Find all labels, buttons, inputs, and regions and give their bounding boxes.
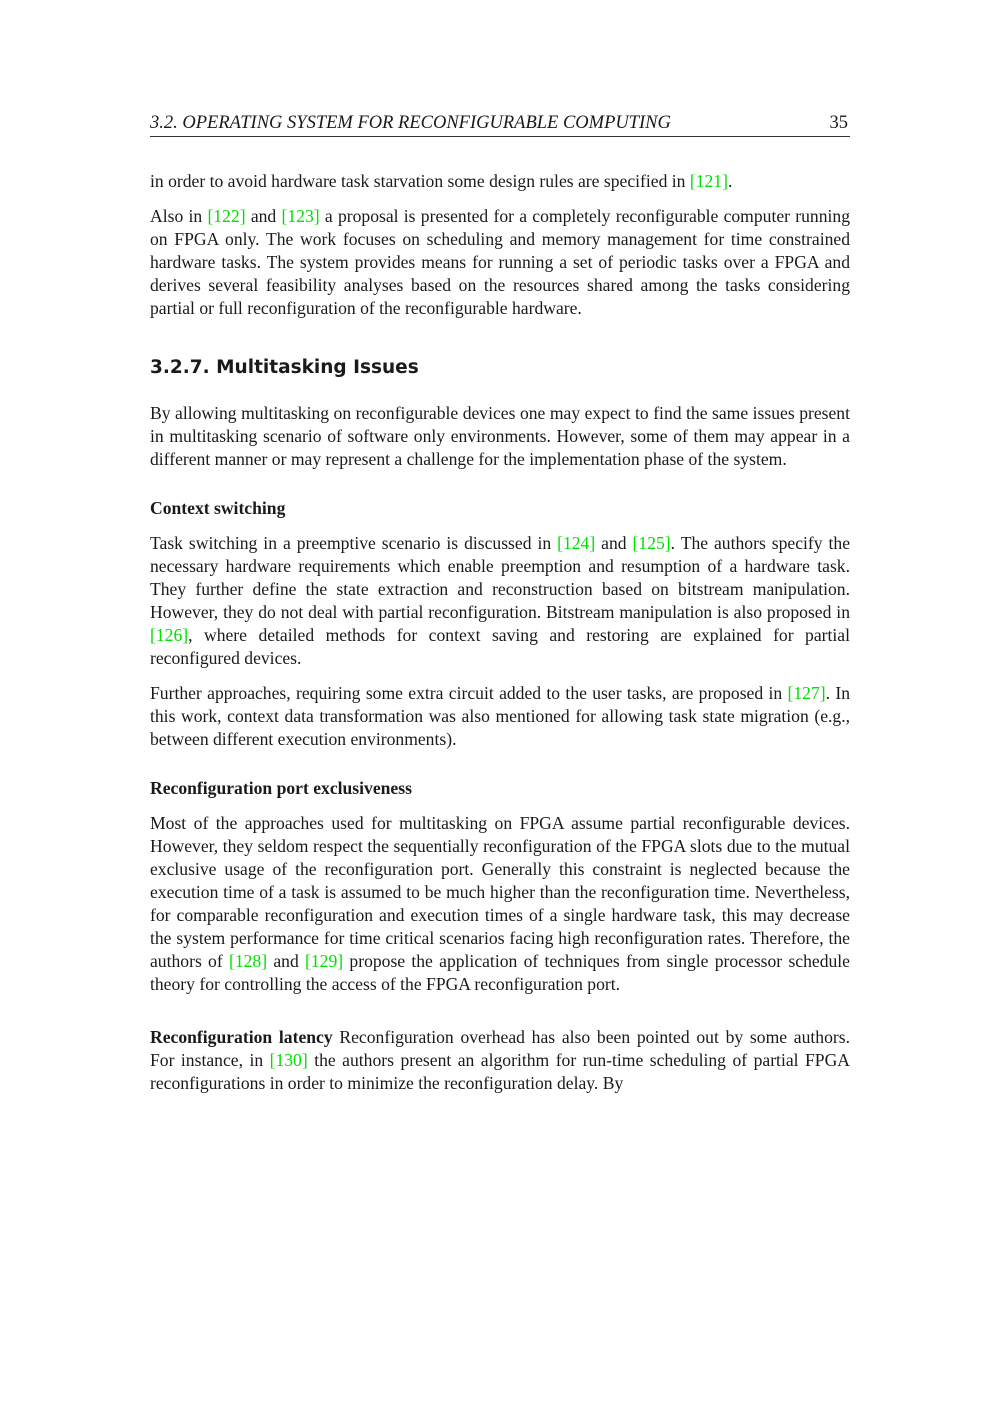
text-run: . bbox=[727, 171, 733, 191]
page-number: 35 bbox=[829, 113, 848, 133]
text-run: and bbox=[595, 533, 633, 553]
page-body bbox=[150, 170, 850, 1107]
paragraph-reconfigurable-computer bbox=[150, 205, 850, 320]
paragraph-port-exclusiveness bbox=[150, 812, 850, 996]
text-run: the authors present an algorithm for run-time scheduling of partial FPGA reconfigurations in order to minimize the reconfiguration delay. By bbox=[150, 1050, 850, 1093]
text-run: Most of the approaches used for multitasking on FPGA assume partial reconfigurable devices. However, they seldom respect the sequentially reconfiguration of the FPGA slots due to the mutual exclusive usage of the reconfiguration port. Generally this constraint is neglected because the execution time of a task is assumed to be much higher than the reconfiguration time. Nevertheless, for comparable reconfiguration and execution times of a single hardware task, this may decrease the system performance for time critical scenarios facing high reconfiguration rates. Therefore, the authors of bbox=[150, 813, 850, 971]
text-run: , where detailed methods for context saving and restoring are explained for partial reconfigured devices. bbox=[150, 625, 850, 668]
citation-link[interactable]: [130] bbox=[269, 1050, 308, 1070]
text-run: . The authors specify the necessary hardware requirements which enable preemption and resumption of a hardware task. They further define the state extraction and reconstruction based on bitstream manipulation. However, they do not deal with partial reconfiguration. Bitstream manipulation is also proposed in bbox=[150, 533, 851, 622]
paragraph-multitasking-intro: By allowing multitasking on reconfigurable devices one may expect to find the same issues present in multitasking scenario of software only environments. However, some of them may appear in a different manner or may represent a challenge for the implementation phase of the system. bbox=[150, 403, 850, 469]
citation-link[interactable]: [122] bbox=[207, 206, 246, 226]
text-run: and bbox=[245, 206, 282, 226]
citation-link[interactable]: [124] bbox=[557, 533, 596, 553]
running-header bbox=[150, 110, 850, 137]
citation-link[interactable]: [126] bbox=[150, 625, 189, 645]
heading-reconfiguration-latency: Reconfiguration latency bbox=[150, 1027, 333, 1047]
text-run: a proposal is presented for a completely reconfigurable computer running on FPGA only. The work focuses on scheduling and memory management for time constrained hardware tasks. The system provides means for running a set of periodic tasks over a FPGA and derives several feasibility analyses based on the resources shared among the tasks considering partial or full reconfiguration of the reconfigurable hardware. bbox=[150, 206, 851, 318]
text-run: and bbox=[267, 951, 306, 971]
paragraph-task-switching bbox=[150, 532, 850, 670]
paragraph-further-approaches bbox=[150, 682, 850, 751]
running-header-title: 3.2. OPERATING SYSTEM FOR RECONFIGURABLE COMPUTING bbox=[150, 113, 671, 133]
citation-link[interactable]: [128] bbox=[228, 951, 268, 971]
heading-context-switching: Context switching bbox=[150, 498, 286, 518]
citation-link[interactable]: [129] bbox=[305, 951, 344, 971]
heading-port-exclusiveness: Reconfiguration port exclusiveness bbox=[150, 778, 412, 798]
section-heading: 3.2.7. Multitasking Issues bbox=[150, 357, 419, 378]
paragraph-starvation bbox=[150, 170, 850, 193]
citation-link[interactable]: [123] bbox=[281, 206, 320, 226]
text-run: Task switching in a preemptive scenario is discussed in bbox=[150, 533, 558, 553]
citation-link[interactable]: [121] bbox=[689, 171, 728, 191]
text-run: . In this work, context data transformation was also mentioned for allowing task state migration (e.g., between different execution environments). bbox=[150, 683, 850, 749]
citation-link[interactable]: [127] bbox=[787, 683, 826, 703]
citation-link[interactable]: [125] bbox=[632, 533, 671, 553]
text-run: Further approaches, requiring some extra circuit added to the user tasks, are proposed in bbox=[150, 683, 788, 703]
paragraph-reconfiguration-latency bbox=[150, 1026, 850, 1095]
text-run: Also in bbox=[150, 206, 208, 226]
text-run: in order to avoid hardware task starvation some design rules are specified in bbox=[150, 171, 690, 191]
text-run: Reconfiguration overhead has also been pointed out by some authors. For instance, in bbox=[150, 1027, 851, 1070]
text-run: propose the application of techniques from single processor schedule theory for controlling the access of the FPGA reconfiguration port. bbox=[150, 951, 850, 994]
